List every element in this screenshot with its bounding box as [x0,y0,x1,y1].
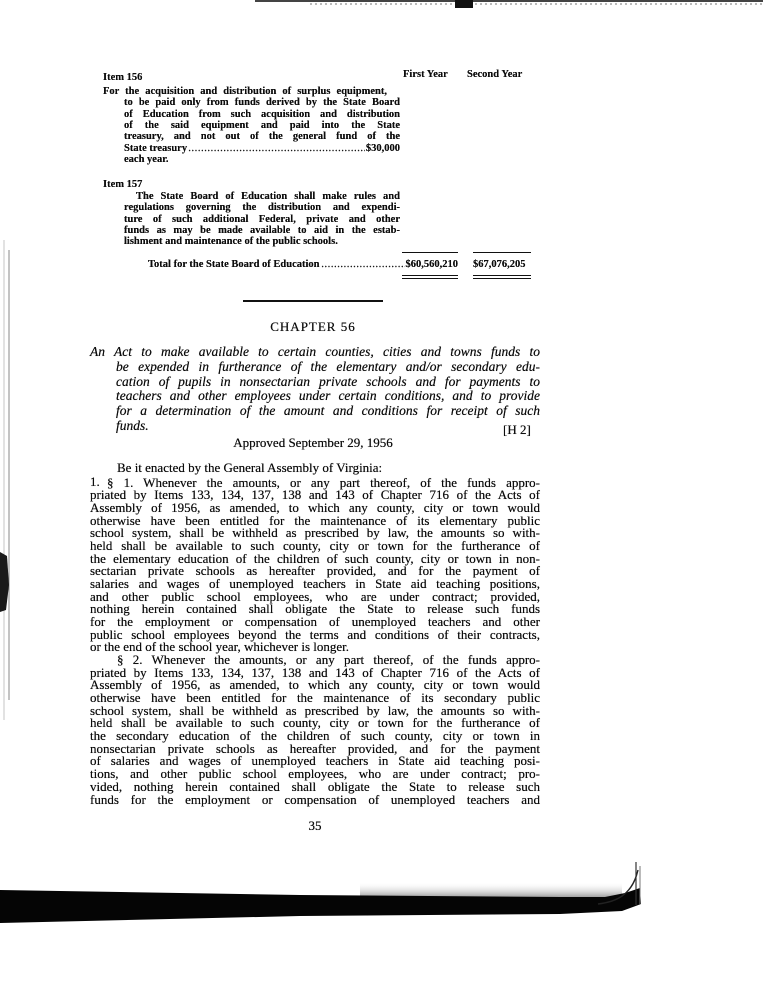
body-line: priated by Items 133, 134, 137, 138 and 143 of Chapter 716 of the Acts of [90,487,540,503]
item-157-line: The State Board of Education shall make rules and [136,191,400,202]
act-title-line: for a determination of the amount and conditions for receipt of such [116,403,540,419]
body-line: nothing herein contained shall obligate the State to release such funds [90,601,540,617]
first-year-header: First Year [403,69,448,80]
act-title-line: cation of pupils in nonsectarian private schools and for payments to [116,373,540,389]
total-double-rule-bottom-second [473,278,531,279]
item-157-line: regulations governing the distribution and expendi- [124,202,400,213]
total-first-year: $60,560,210 [405,259,458,270]
body-line: or the end of the school year, whichever is longer. [90,639,350,655]
body-line: nonsectarian private schools as hereafter provided, and for the payment [90,740,540,756]
dot-leader [188,149,365,152]
second-year-header: Second Year [467,69,523,80]
total-double-rule-bottom-first [402,278,458,279]
body-line: the secondary education of the children of such county, city or town in [90,728,540,744]
body-line: funds for the employment or compensation of unemployed teachers and [90,791,540,807]
act-title-line: teachers and other employees under certain conditions, and to provide [116,388,540,404]
total-double-rule-top-first [402,275,458,276]
item-156-line: For the acquisition and distribution of surplus equipment, [103,86,387,97]
body-line: § 2. Whenever the amounts, or any part thereof, of the funds appro- [117,652,540,668]
section-number: 1. [90,474,100,489]
item-156-amount: $30,000 [365,143,400,154]
page-number: 35 [308,818,322,833]
item-156-line: treasury, and not out of the general fund of the [124,131,400,142]
body-line: and other public school employees, who are under contract; provided, [90,588,540,604]
act-title-line: An Act to make available to certain counties, cities and towns funds to [90,344,540,359]
body-line: school system, shall be withheld as prescribed by law, the amounts so with- [90,702,540,718]
body-line: the elementary education of the children of such county, city or town in non- [90,550,540,566]
total-rule-first-year [402,252,458,253]
body-line: salaries and wages of unemployed teachers in State aid teaching positions, [90,575,540,591]
total-label: Total for the State Board of Education [148,259,320,270]
item-157-label: Item 157 [103,179,143,190]
item-157-line: funds as may be made available to aid in the estab- [124,225,400,236]
body-line: priated by Items 133, 134, 137, 138 and 143 of Chapter 716 of the Acts of [90,664,540,680]
body-line: held shall be available to such county, city or town for the furtherance of [90,715,540,731]
enacting-clause: Be it enacted by the General Assembly of Virginia: [117,460,383,475]
body-line: Assembly of 1956, as amended, to which any county, city or town would [90,499,540,515]
item-156-line: of the said equipment and paid into the State [124,120,400,131]
item-156-closing: each year. [124,154,169,165]
item-156-label: Item 156 [103,72,143,83]
item-157-line: lishment and maintenance of the public schools. [124,236,338,247]
total-second-year: $67,076,205 [473,259,526,270]
dot-leader [321,265,405,268]
total-double-rule-top-second [473,275,531,276]
body-line: for the employment or compensation of unemployed teachers and other [90,613,540,629]
total-row [148,259,458,271]
body-line: of salaries and wages of unemployed teachers in State aid teaching posi- [90,753,540,769]
body-line: vided, nothing herein contained shall obligate the State to release such [90,778,540,794]
body-line: otherwise have been entitled for the maintenance of its elementary public [90,512,540,528]
body-line: public school employees beyond the terms and conditions of their contracts, [90,626,540,642]
bill-number: [H 2] [503,422,531,437]
body-line: § 1. Whenever the amounts, or any part thereof, of the funds appro- [107,474,540,490]
body-line: Assembly of 1956, as amended, to which any county, city or town would [90,677,540,693]
item-157-line: ture of such additional Federal, private and other [124,214,400,225]
act-title-line: be expended in furtherance of the elementary and/or secondary edu- [116,358,540,374]
item-156-line: of Education from such acquisition and distribution [124,109,400,120]
body-line: school system, shall be withheld as prescribed by law, the amounts so with- [90,525,540,541]
body-line: held shall be available to such county, city or town for the furtherance of [90,537,540,553]
item-156-line: to be paid only from funds derived by the State Board [124,97,400,108]
section-divider [243,300,383,302]
body-line: tions, and other public school employees, who are under contract; pro- [90,766,540,782]
act-title-line: funds. [116,418,149,433]
item-156-amount-label: State treasury [124,143,188,154]
body-line: sectarian private schools as hereafter provided, and for the payment of [90,563,540,579]
approval-date: Approved September 29, 1956 [233,435,393,450]
total-rule-second-year [473,252,531,253]
body-line: otherwise have been entitled for the maintenance of its secondary public [90,690,540,706]
chapter-heading: CHAPTER 56 [270,319,356,334]
